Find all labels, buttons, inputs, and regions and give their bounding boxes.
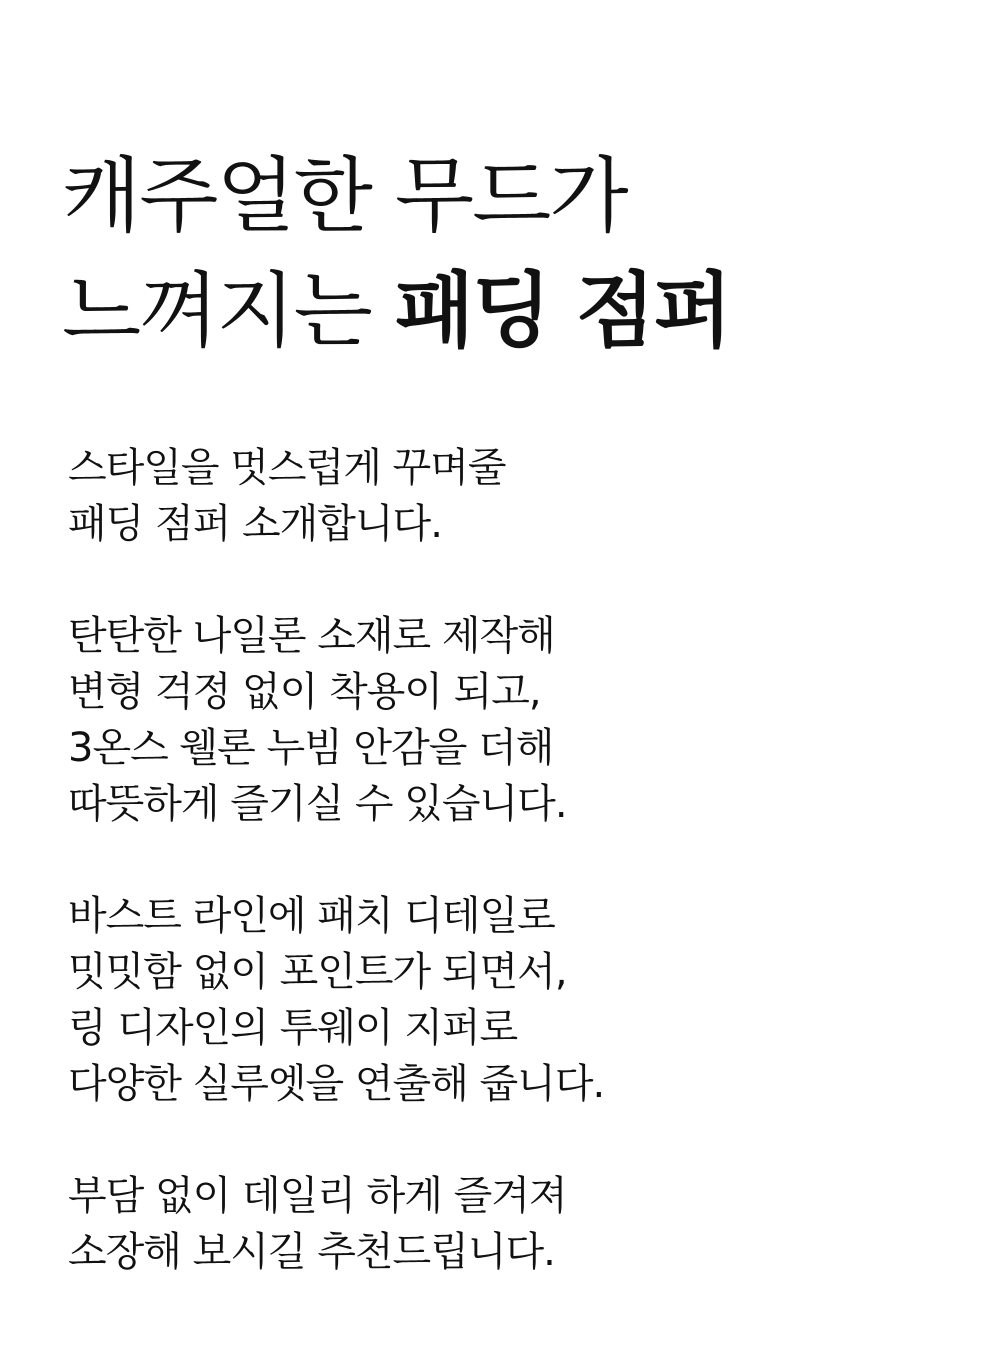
- description-body: [68, 440, 948, 1336]
- paragraph-recommendation: [68, 1168, 948, 1280]
- text-line: 다양한 실루엣을 연출해 줍니다.: [68, 1061, 605, 1107]
- paragraph-intro: [68, 440, 948, 552]
- paragraph-details: [68, 888, 948, 1112]
- text-line: 탄탄한 나일론 소재로 제작해: [68, 613, 555, 659]
- text-line: 따뜻하게 즐기실 수 있습니다.: [68, 781, 567, 827]
- headline-line-2-light: 느껴지는: [62, 264, 371, 359]
- text-line: 3온스 웰론 누빔 안감을 더해: [68, 725, 554, 771]
- text-line: 링 디자인의 투웨이 지퍼로: [68, 1005, 518, 1051]
- paragraph-material: [68, 608, 948, 832]
- headline-product-name: 패딩 점퍼: [394, 263, 731, 359]
- headline: [62, 140, 962, 369]
- text-line: 소장해 보시길 추천드립니다.: [68, 1229, 555, 1275]
- headline-line-2: [62, 254, 962, 369]
- text-line: 바스트 라인에 패치 디테일로: [68, 893, 555, 939]
- headline-line-1: 캐주얼한 무드가: [62, 149, 627, 244]
- text-line: 패딩 점퍼 소개합니다.: [68, 501, 442, 547]
- text-line: 변형 걱정 없이 착용이 되고,: [68, 669, 541, 715]
- text-line: 스타일을 멋스럽게 꾸며줄: [68, 445, 506, 491]
- text-line: 밋밋함 없이 포인트가 되면서,: [68, 949, 567, 995]
- text-line: 부담 없이 데일리 하게 즐겨져: [68, 1173, 567, 1219]
